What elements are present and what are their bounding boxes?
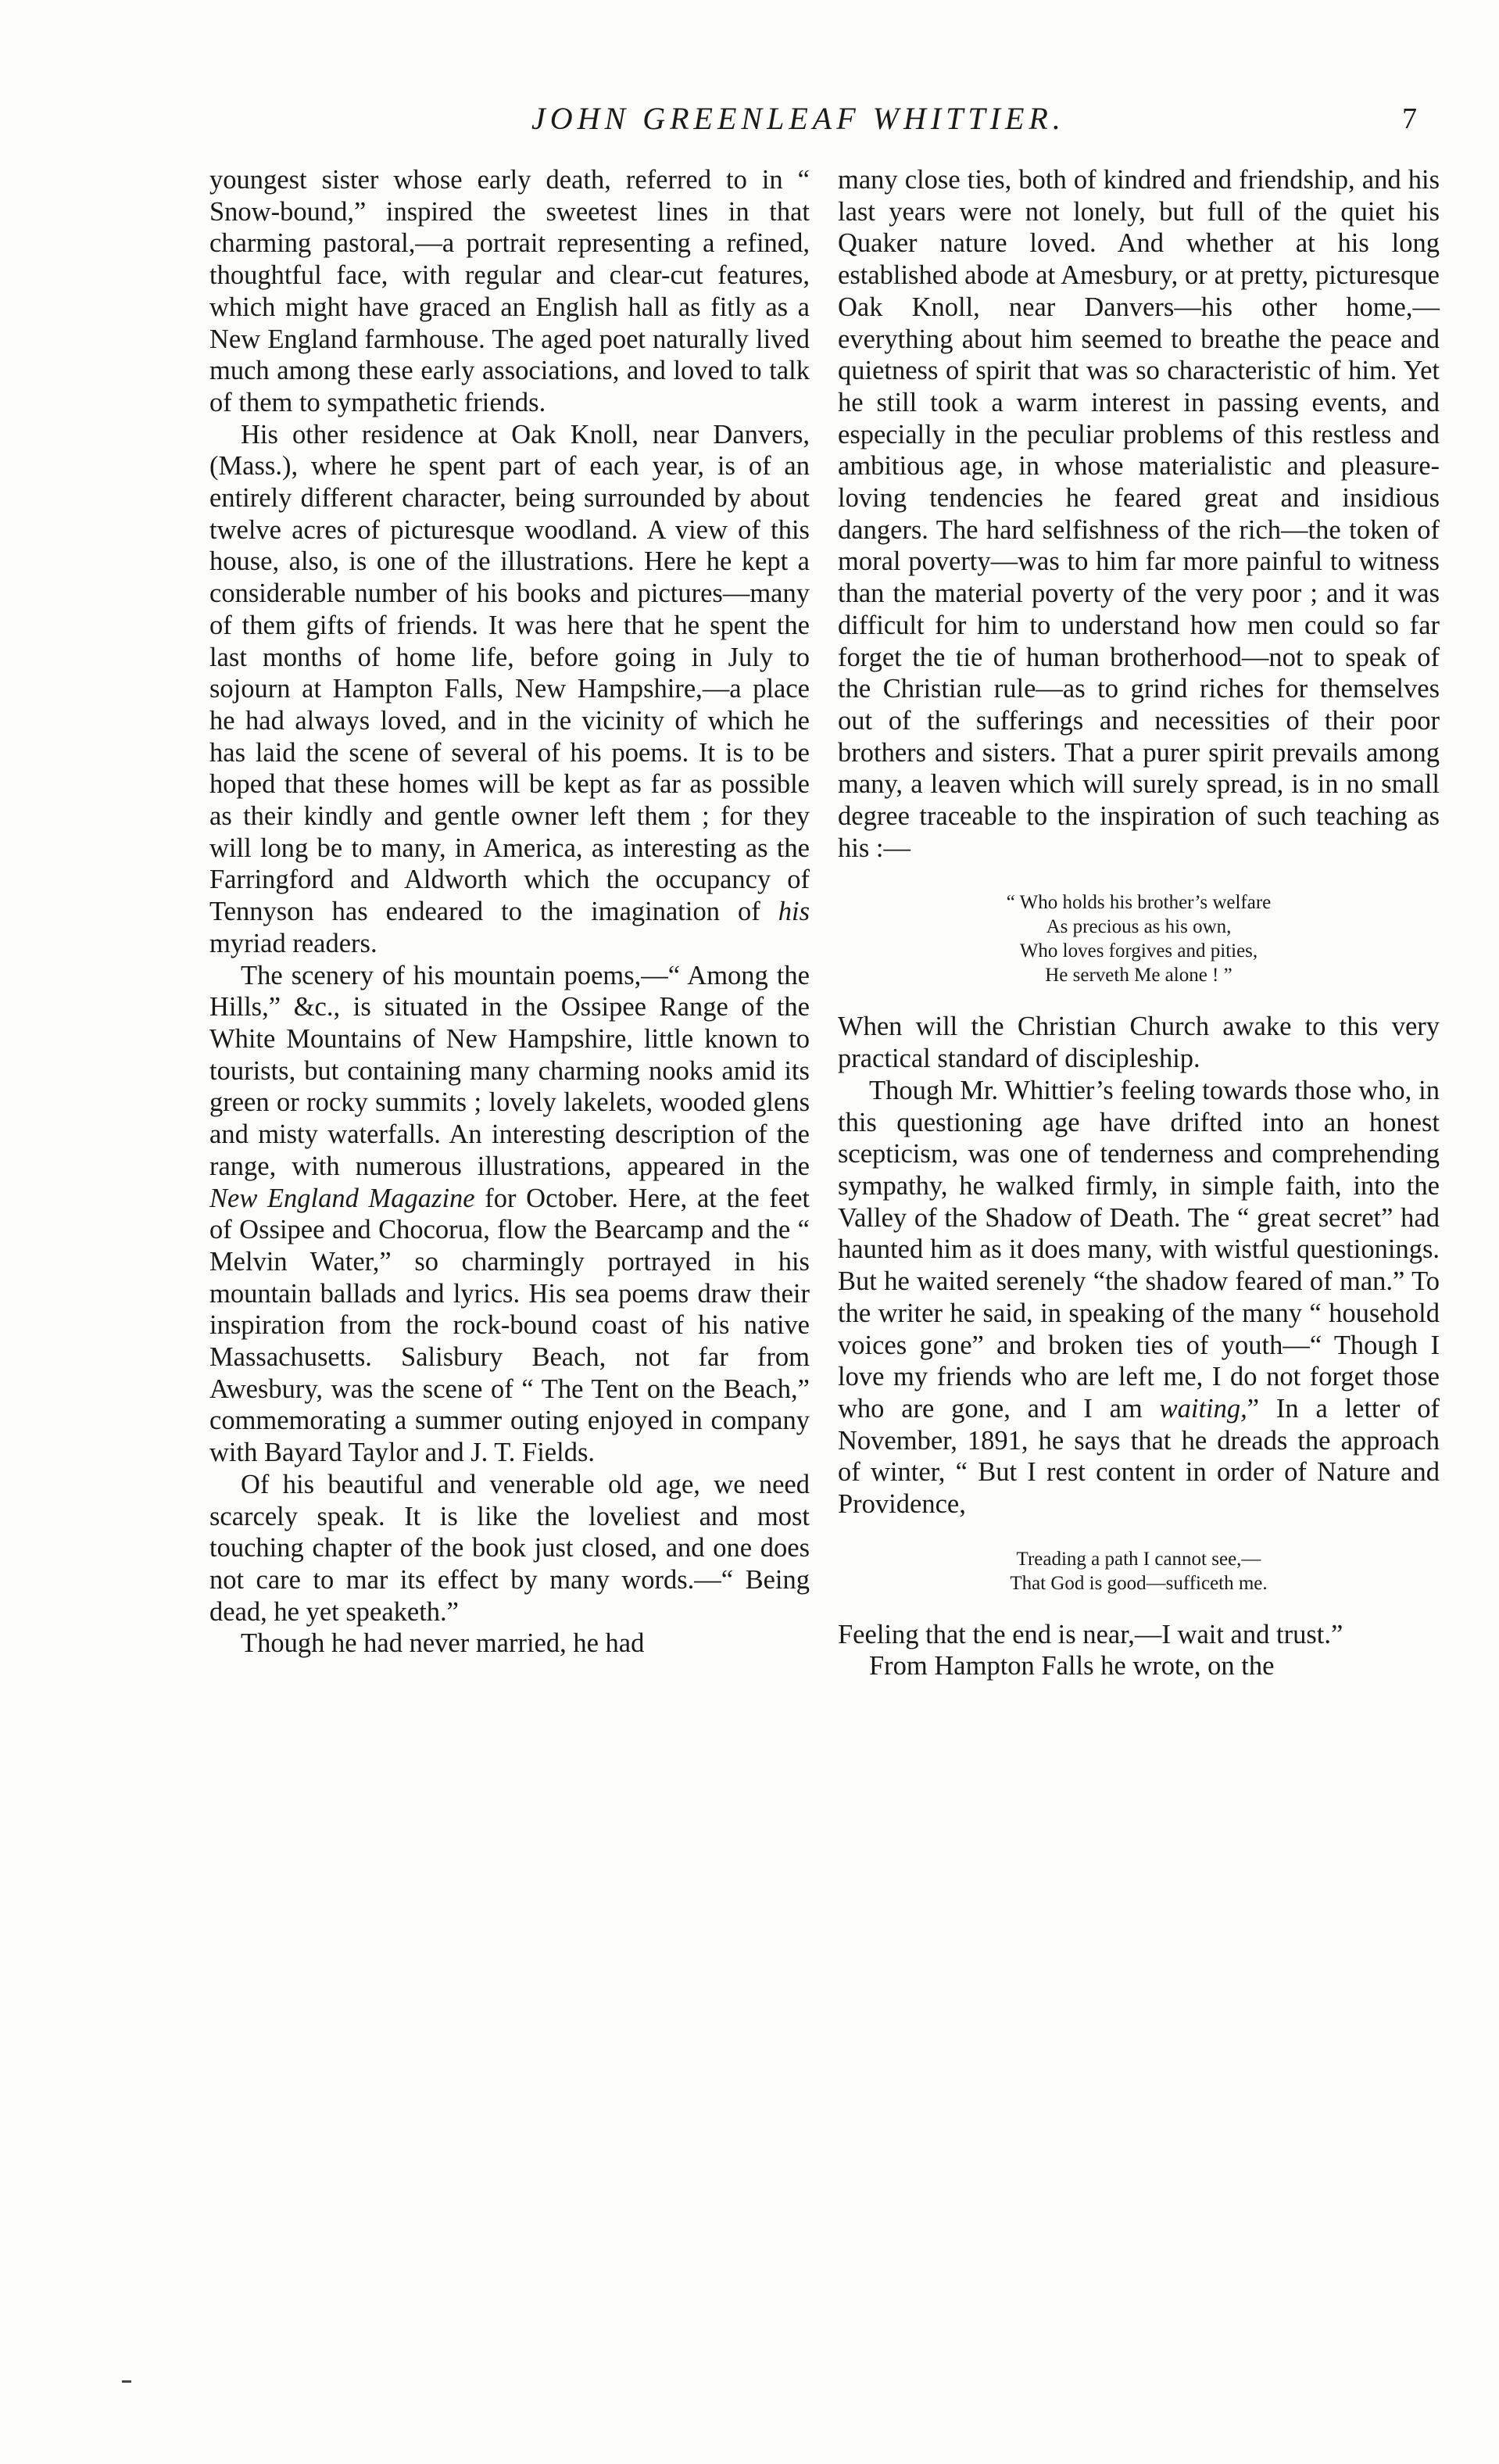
poem-line: Who loves forgives and pities,: [1019, 940, 1258, 962]
margin-mark: [122, 2380, 131, 2383]
poem-quote-2: [838, 1547, 1440, 1596]
poem-line: He serveth Me alone ! ”: [1045, 965, 1232, 987]
right-paragraph-2: When will the Christian Church awake to this very practical standard of discipleship.: [838, 1012, 1440, 1074]
right-paragraph-1: many close ties, both of kindred and friendship, and his last years were not lonely, but full of the quiet his Quaker nature loved. And whether at his long established abode at Amesbury, or at pretty, picturesque Oak Knoll, near Danvers—his other home,—everything about him seemed to breathe the peace and quietness of spirit that was so characteristic of him. Yet he still took a warm interest in passing events, and especially in the peculiar problems of this restless and ambitious age, in whose materialistic and pleasure-loving tendencies he feared great and insidious dangers. The hard selfishness of the rich—the token of moral poverty—was to him far more painful to witness than the material poverty of the very poor ; and it was difficult for him to understand how men could so far forget the tie of human brotherhood—not to speak of the Christian rule—as to grind riches for themselves out of the sufferings and necessities of their poor brothers and sisters. That a purer spirit prevails among many, a leaven which will surely spread, is in no small degree traceable to the inspiration of such teaching as his :—: [838, 165, 1440, 863]
left-paragraph-4: Of his beautiful and venerable old age, we need scarcely speak. It is like the loveliest and most touching chapter of the book just closed, and one does not care to mar its effect by many words.—“ Being dead, he yet speaketh.”: [209, 1469, 810, 1627]
left-paragraph-5: Though he had never married, he had: [241, 1628, 645, 1659]
poem-line: “ Who holds his brother’s welfare: [1006, 892, 1272, 914]
poem-line: Treading a path I cannot see,—: [1016, 1548, 1261, 1570]
running-title: JOHN GREENLEAF WHITTIER.: [531, 101, 1065, 136]
left-paragraph-2: His other residence at Oak Knoll, near Danvers, (Mass.), where he spent part of each year, is of an entirely different character, being surrounded by about twelve acres of picturesque woodland. A view of this house, also, is one of the illustrations. Here he kept a considerable number of his books and pictures—many of them gifts of friends. It was here that he spent the last months of home life, before going in July to sojourn at Hampton Falls, New Hampshire,—a place he had always loved, and in the vicinity of which he has laid the scene of several of his poems. It is to be hoped that these homes will be kept as far as possible as their kindly and gentle owner left them ; for they will long be to many, in America, as interesting as the Farringford and Aldworth which the occupancy of Tennyson has endeared to the imagination of his myriad readers.: [209, 419, 810, 958]
right-column: [838, 164, 1440, 1682]
right-paragraph-5: From Hampton Falls he wrote, on the: [869, 1651, 1275, 1681]
magazine-title: New England Magazine: [209, 1183, 475, 1213]
emphasis-his: his: [778, 897, 810, 927]
left-paragraph-1: youngest sister whose early death, referred to in “ Snow-bound,” inspired the sweetest lines in that charming pastoral,—a portrait representing a refined, thoughtful face, with regular and clear-cut features, which might have graced an English hall as fitly as a New England farmhouse. The aged poet naturally lived much among these early associations, and loved to talk of them to sympathetic friends.: [209, 165, 810, 417]
poem-line: That God is good—sufficeth me.: [1010, 1572, 1268, 1594]
right-paragraph-4: Feeling that the end is near,—I wait and trust.”: [838, 1619, 1343, 1649]
poem-quote-1: [838, 890, 1440, 987]
left-column: [209, 164, 810, 1660]
poem-line: As precious as his own,: [1046, 916, 1232, 938]
emphasis-waiting: waiting,: [1159, 1393, 1247, 1424]
right-paragraph-3: Though Mr. Whittier’s feeling towards those who, in this questioning age have drifted into an honest scepticism, was one of tenderness and comprehending sympathy, he walked firmly, in simple faith, into the Valley of the Shadow of Death. The “ great secret” had haunted him as it does many, with wistful questionings. But he waited serenely “the shadow feared of man.” To the writer he said, in speaking of the many “ household voices gone” and broken ties of youth—“ Though I love my friends who are left me, I do not forget those who are gone, and I am waiting,” In a letter of November, 1891, he says that he dreads the approach of winter, “ But I rest content in order of Nature and Providence,: [838, 1075, 1440, 1520]
left-paragraph-3: The scenery of his mountain poems,—“ Among the Hills,” &c., is situated in the Ossipee Range of the White Mountains of New Hampshire, little known to tourists, but containing many charming nooks amid its green or rocky summits ; lovely lakelets, wooded glens and misty waterfalls. An interesting description of the range, with numerous illustrations, appeared in the New England Magazine for October. Here, at the feet of Ossipee and Chocorua, flow the Bearcamp and the “ Melvin Water,” so charmingly portrayed in his mountain ballads and lyrics. His sea poems draw their inspiration from the rock-bound coast of his native Massachusetts. Salisbury Beach, not far from Awesbury, was the scene of “ The Tent on the Beach,” commemorating a summer outing enjoyed in company with Bayard Taylor and J. T. Fields.: [209, 960, 810, 1468]
page-number: 7: [1402, 102, 1417, 135]
